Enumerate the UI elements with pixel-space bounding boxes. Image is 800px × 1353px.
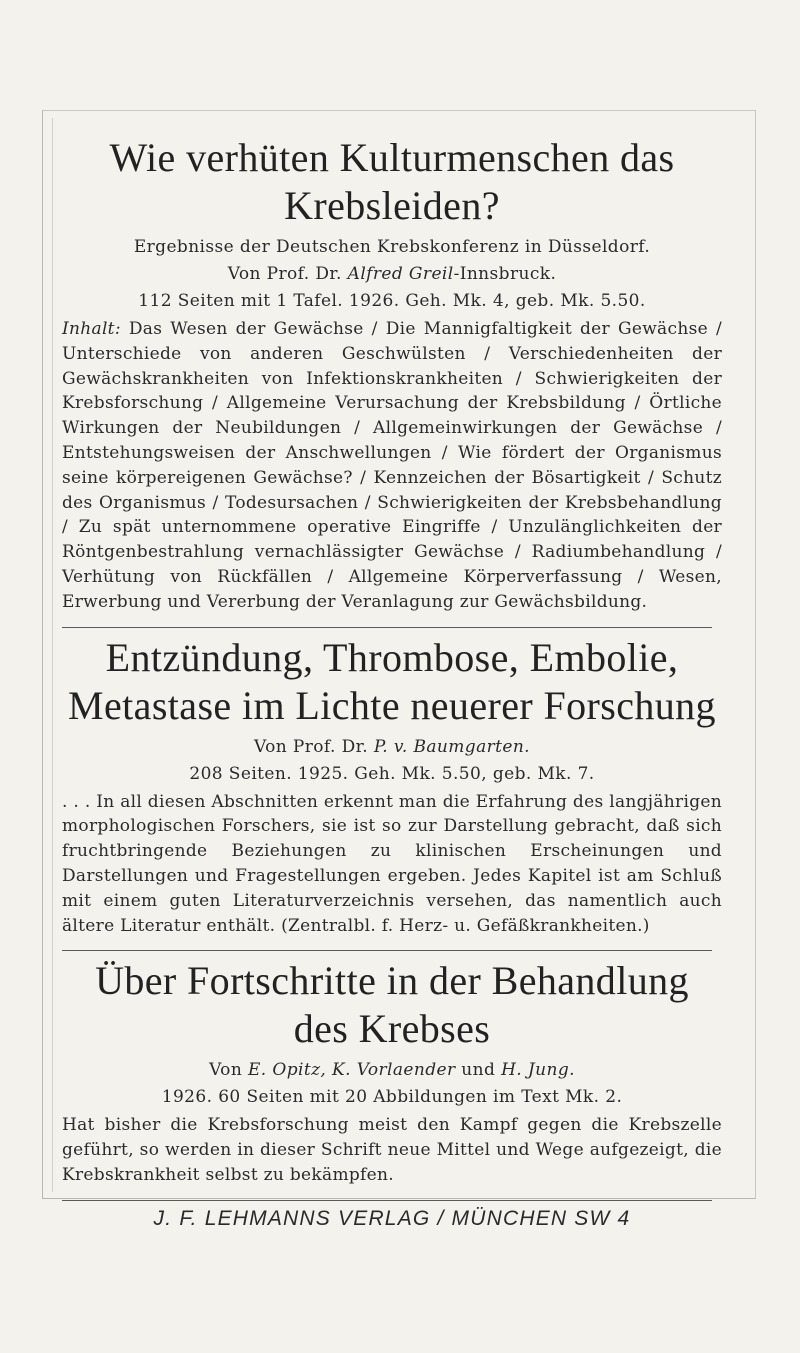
book-review-2 bbox=[62, 790, 722, 939]
book-listing-1 bbox=[62, 134, 722, 615]
book-pubinfo-1: 112 Seiten mit 1 Tafel. 1926. Geh. Mk. 4, geb. Mk. 5.50. bbox=[138, 291, 646, 311]
book-title-3 bbox=[62, 957, 722, 1053]
contents-text: Das Wesen der Gewächse / Die Mannigfaltigkeit der Gewächse / Unterschiede von anderen Geschwülsten / Verschiedenheiten der Gewächskrankheiten von Infektionskrankheiten / Schwierigkeiten der Krebsforschung / Allgemeine Verursachung der Krebsbildung / Örtliche Wirkungen der Neubildungen / Allgemeinwirkungen der Gewächse / Entstehungsweisen der Anschwellungen / Wie fördert der Organismus seine körpereigenen Gewächse? / Kennzeichen der Bösartigkeit / Schutz des Organismus / Todesursachen / Schwierigkeiten der Krebsbehandlung / Zu spät unternommene operative Eingriffe / Unzulänglichkeiten der Röntgenbestrahlung vernachlässigter Gewächse / Radiumbehandlung / Verhütung von Rückfällen / Allgemeine Körperverfassung / Wesen, Erwerbung und Vererbung der Veranlagung zur Gewächsbildung. bbox=[62, 319, 722, 612]
publisher-imprint: J. F. LEHMANNS VERLAG / MÜNCHEN SW 4 bbox=[153, 1206, 631, 1230]
book-title-2-line-1: Entzündung, Thrombose, Embolie, bbox=[105, 634, 679, 680]
contents-label: Inhalt: bbox=[62, 319, 121, 339]
author-name: H. Jung. bbox=[501, 1060, 575, 1081]
byline-and: und bbox=[455, 1060, 502, 1081]
book-contents-1 bbox=[62, 317, 722, 615]
byline-prefix: Von Prof. Dr. bbox=[227, 264, 348, 284]
author-name: P. v. Baumgarten. bbox=[373, 736, 530, 757]
book-title-1-line-1: Wie verhüten Kulturmenschen das bbox=[109, 135, 675, 180]
book-title-1 bbox=[62, 134, 722, 230]
divider-2 bbox=[62, 950, 712, 951]
book-pubinfo-2: 208 Seiten. 1925. Geh. Mk. 5.50, geb. Mk. 7. bbox=[189, 763, 595, 784]
book-title-3-line-1: Über Fortschritte in der Behandlung bbox=[95, 958, 689, 1004]
book-subtitle-1: Ergebnisse der Deutschen Krebskonferenz in Düsseldorf. bbox=[133, 237, 651, 257]
book-listing-3 bbox=[62, 957, 722, 1187]
book-byline-3 bbox=[62, 1057, 722, 1084]
byline-prefix: Von bbox=[209, 1060, 248, 1081]
review-text: . . . In all diesen Abschnitten erkennt man die Erfahrung des langjährigen morphologischen Forschers, sie ist so zur Darstellung gebracht, daß sich fruchtbringende Beziehungen zu klinischen Erscheinungen und Darstellungen und Fragestellungen ergeben. Jedes Kapitel ist am Schluß mit einem guten Literaturverzeichnis versehen, das namentlich auch ältere Literatur enthält. bbox=[62, 791, 723, 936]
author-name: Alfred Greil bbox=[347, 264, 454, 284]
book-title-2-line-2: Metastase im Lichte neuerer Forschung bbox=[68, 682, 716, 728]
book-title-1-line-2: Krebsleiden? bbox=[284, 183, 500, 228]
byline-prefix: Von Prof. Dr. bbox=[254, 736, 374, 757]
divider-3 bbox=[62, 1200, 712, 1201]
book-byline-1 bbox=[62, 261, 722, 288]
book-listing-2 bbox=[62, 634, 722, 939]
book-description-3: Hat bisher die Krebsforschung meist den Kampf gegen die Krebszelle geführt, so werden in dieser Schrift neue Mittel und Wege aufgezeigt, die Krebskrankheit selbst zu bekämpfen. bbox=[62, 1115, 722, 1185]
divider-1 bbox=[62, 627, 712, 628]
book-title-3-line-2: des Krebses bbox=[293, 1006, 491, 1052]
author-names: E. Opitz, K. Vorlaender bbox=[247, 1060, 456, 1081]
book-title-2 bbox=[62, 634, 722, 730]
review-source: (Zentralbl. f. Herz- u. Gefäßkrankheiten.) bbox=[281, 915, 650, 936]
byline-suffix: -Innsbruck. bbox=[453, 264, 557, 284]
advertisement-content bbox=[62, 128, 748, 1231]
book-byline-2 bbox=[62, 734, 722, 761]
book-pubinfo-3: 1926. 60 Seiten mit 20 Abbildungen im Text Mk. 2. bbox=[161, 1087, 623, 1108]
